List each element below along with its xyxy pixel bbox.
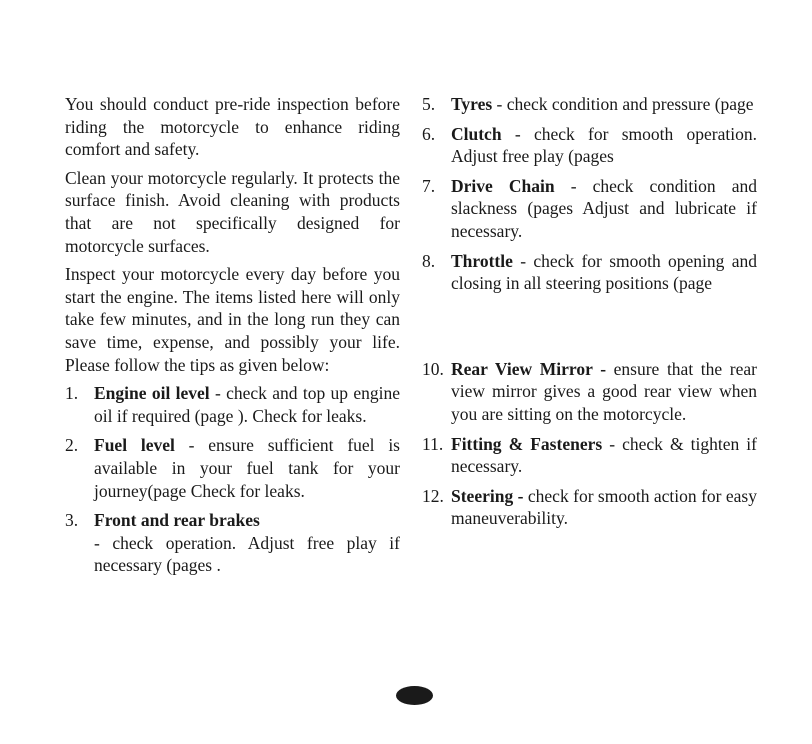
item-title: Throttle — [451, 250, 513, 271]
item-text: - ensure sufficient fuel is available in your fuel tank for your journey(page Check for leaks. — [94, 435, 400, 501]
list-item-engine-oil: 1. Engine oil level - check and top up engine oil if required (page ). Check for leaks. — [65, 383, 401, 426]
intro-paragraph: You should conduct pre-ride inspection before riding the motorcycle to enhance riding comfort and safety. — [65, 94, 400, 160]
item-text: ensure that the rear view mirror gives a good rear view when you are sitting on the motorcycle. — [451, 358, 757, 424]
item-text: - check & tighten if necessary. — [451, 433, 757, 477]
item-title: Front and rear brakes — [94, 510, 260, 531]
item-title: Steering - — [451, 485, 524, 506]
page-number-marker — [396, 686, 433, 705]
item-text: - check and top up engine oil if required (page ). Check for leaks. — [94, 383, 401, 426]
item-title: Tyres — [451, 94, 493, 114]
item-text: - check for smooth operation. Adjust free play (pages — [451, 123, 757, 167]
item-title: Clutch — [451, 123, 502, 144]
item-title: Drive Chain — [451, 175, 555, 196]
item-title: Engine oil level — [94, 383, 210, 404]
list-item-drive-chain: 7. Drive Chain - check condition and slackness (pages Adjust and lubricate if necessary. — [422, 175, 757, 241]
item-text: - check condition and pressure (page — [492, 94, 754, 114]
right-column — [422, 93, 757, 537]
list-item-brakes: 3. Front and rear brakes - check operation. Adjust free play if necessary (pages . — [65, 510, 400, 576]
item-title: Fitting & Fasteners — [451, 433, 603, 454]
item-text: check for smooth action for easy maneuverability. — [451, 485, 757, 529]
item-title: Rear View Mirror - — [451, 358, 607, 379]
item-text: - check operation. Adjust free play if necessary (pages . — [94, 532, 400, 576]
list-item-fittings-fasteners: 11. Fitting & Fasteners - check & tighten if necessary. — [422, 433, 757, 477]
list-item-clutch: 6. Clutch - check for smooth operation. Adjust free play (pages — [422, 123, 757, 167]
item-text: - check condition and slackness (pages Adjust and lubricate if necessary. — [451, 175, 757, 241]
list-item-throttle: 8. Throttle - check for smooth opening and closing in all steering positions (page — [422, 250, 757, 294]
blank-gap — [422, 302, 757, 358]
list-item-steering: 12. Steering - check for smooth action for easy maneuverability. — [422, 485, 757, 529]
daily-inspection-paragraph: Inspect your motorcycle every day before you start the engine. The items listed here will only take few minutes, and in the long run they can save time, expense, and possibly your life. Please follow the tips as given below: — [65, 264, 400, 375]
list-item-rear-view-mirror: 10. Rear View Mirror - ensure that the rear view mirror gives a good rear view when you are sitting on the motorcycle. — [422, 358, 757, 424]
left-column — [65, 93, 400, 584]
cleaning-paragraph: Clean your motorcycle regularly. It protects the surface finish. Avoid cleaning with products that are not specifically designed for motorcycle surfaces. — [65, 167, 400, 256]
item-text: - check for smooth opening and closing in all steering positions (page — [451, 250, 757, 294]
item-title: Fuel level — [94, 435, 175, 456]
list-item-tyres: 5. Tyres - check condition and pressure (page — [422, 94, 754, 114]
list-item-fuel-level: 2. Fuel level - ensure sufficient fuel is available in your fuel tank for your journey(page Check for leaks. — [65, 435, 400, 501]
